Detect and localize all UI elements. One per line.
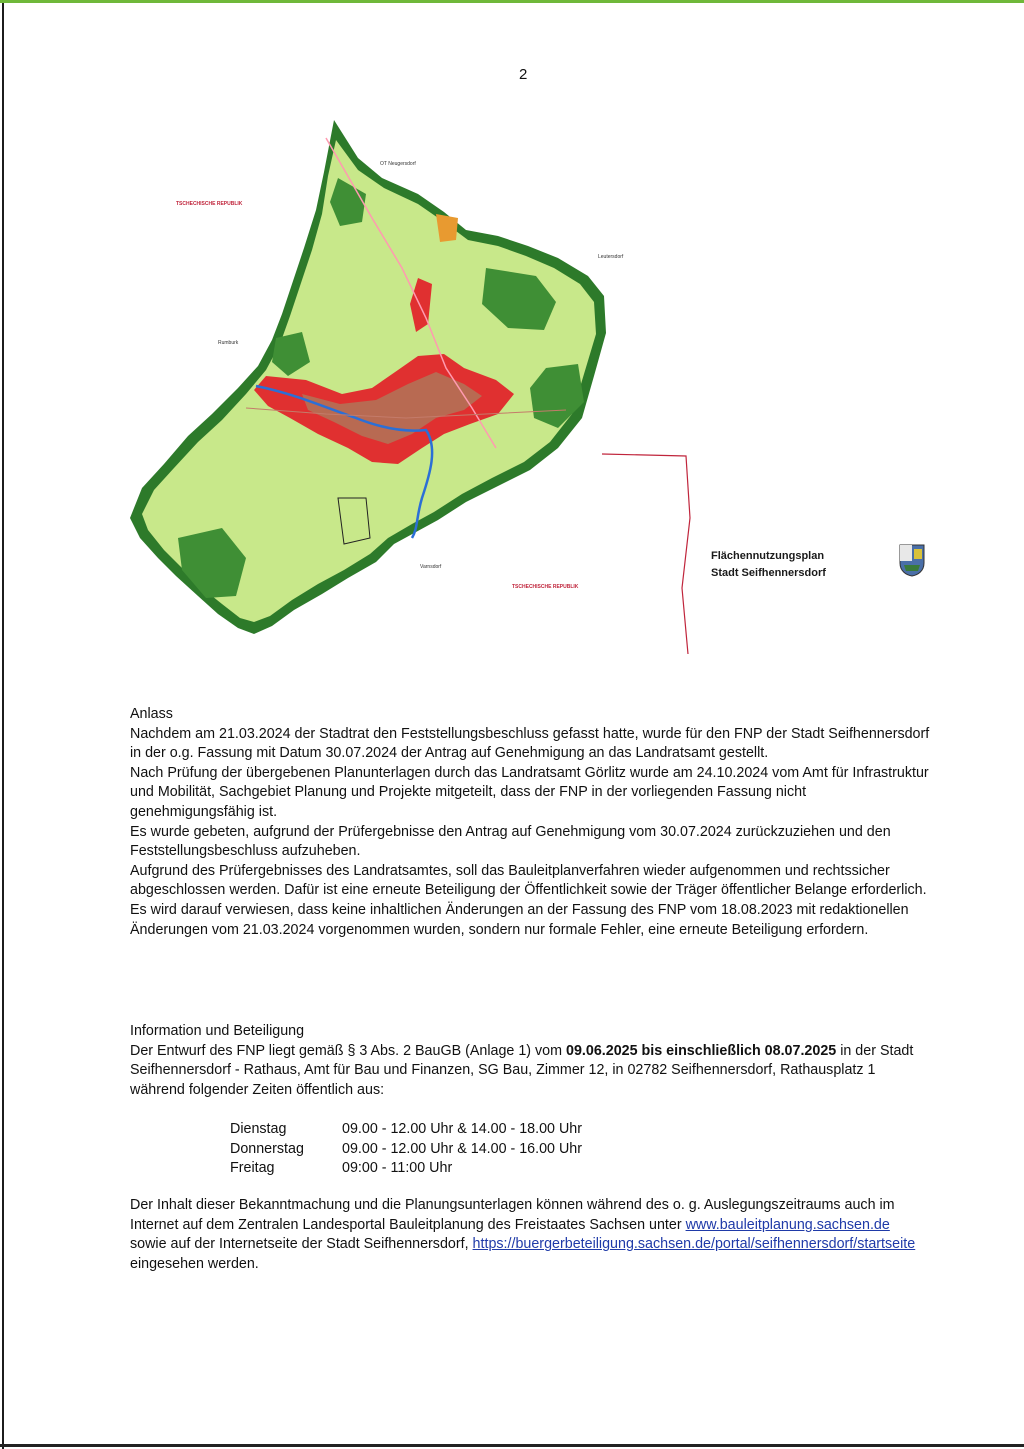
section-anlass: [130, 705, 930, 940]
text-run: sowie auf der Internetseite der Stadt Seifhennersdorf,: [130, 1236, 473, 1253]
label-varnsdorf: Varnsdorf: [420, 564, 442, 570]
text-run: Der Entwurf des FNP liegt gemäß § 3 Abs. 2 BauGB (Anlage 1) vom: [130, 1042, 566, 1059]
section-information: [130, 1022, 930, 1100]
label-czech-republic-bottom: TSCHECHISCHE REPUBLIK: [512, 584, 579, 590]
paragraph: Nach Prüfung der übergebenen Planunterlagen durch das Landratsamt Görlitz wurde am 24.10.2024 vom Amt für Infrastruktur und Mobilität, Sachgebiet Planung und Projekte mitgeteilt, dass der FNP in der vorliegenden Fassung nicht genehmigungsfähig ist.: [130, 764, 929, 820]
scan-edge-bottom: [0, 1444, 1024, 1447]
text-run: in der Stadt Seifhennersdorf - Rathaus, Amt für Bau und Finanzen, SG Bau, Zimmer 12, in 02782 Seifhennersdorf, Rathausplatz 1 während folgender Zeiten öffentlich aus:: [130, 1042, 914, 1098]
paragraph: Es wird darauf verwiesen, dass keine inhaltlichen Änderungen an der Fassung des FNP vom 18.08.2023 mit redaktionellen Änderungen vom 21.03.2024 vorgenommen wurden, sondern nur formale Fehler, eine erneute Beteiligung erfordern.: [130, 901, 909, 938]
hours-row: [230, 1120, 582, 1140]
coat-of-arms-icon: [898, 543, 926, 577]
hours-day: Dienstag: [230, 1121, 287, 1137]
paragraph: Nachdem am 21.03.2024 der Stadtrat den Feststellungsbeschluss gefasst hatte, wurde für den FNP der Stadt Seifhennersdorf in der o.g. Fassung mit Datum 30.07.2024 der Antrag auf Genehmigung an das Landratsamt gestellt.: [130, 725, 930, 762]
paragraph: [130, 1042, 930, 1101]
label-ot-neugersdorf: OT Neugersdorf: [380, 161, 416, 167]
label-czech-republic-top: TSCHECHISCHE REPUBLIK: [176, 201, 243, 207]
map-graphic: [126, 118, 706, 658]
paragraph: Aufgrund des Prüfergebnisses des Landratsamtes, soll das Bauleitplanverfahren wieder aufgenommen und rechtssicher abgeschlossen werden. Dafür ist eine erneute Beteiligung der Öffentlichkeit sowie der Träger öffentlicher Belange erforderlich.: [130, 862, 927, 899]
scan-edge-top: [0, 0, 1024, 3]
hours-row: [230, 1159, 582, 1179]
hours-time: 09.00 - 12.00 Uhr & 14.00 - 18.00 Uhr: [342, 1121, 583, 1137]
date-range: 09.06.2025 bis einschließlich 08.07.2025: [566, 1042, 837, 1059]
map-title: [711, 548, 826, 582]
hours-day: Donnerstag: [230, 1140, 304, 1157]
label-rumburk: Rumburk: [218, 340, 239, 346]
paragraph: [130, 1196, 930, 1274]
opening-hours: [230, 1120, 582, 1179]
text-run: Der Inhalt dieser Bekanntmachung und die Planungsunterlagen können während des o. g. Auslegungszeitraums auch im Internet auf dem Zentralen Landesportal Bauleitplanung des Freistaates Sachsen unter: [130, 1197, 895, 1233]
hours-row: [230, 1140, 582, 1160]
page-number: 2: [519, 66, 528, 83]
text-run: eingesehen werden.: [130, 1255, 259, 1272]
state-border: [602, 454, 690, 654]
hours-day: Freitag: [230, 1160, 275, 1177]
section-heading: Anlass: [130, 706, 173, 722]
label-leutersdorf: Leutersdorf: [598, 254, 624, 260]
map-title-line2: Stadt Seifhennersdorf: [711, 567, 826, 579]
hours-time: 09:00 - 11:00 Uhr: [342, 1160, 453, 1177]
link-buergerbeteiligung[interactable]: https://buergerbeteiligung.sachsen.de/portal/seifhennersdorf/startseite: [472, 1236, 916, 1253]
section-heading: Information und Beteiligung: [130, 1023, 305, 1039]
paragraph: Es wurde gebeten, aufgrund der Prüfergebnisse den Antrag auf Genehmigung vom 30.07.2024 zurückzuziehen und den Feststellungsbeschluss aufzuheben.: [130, 823, 891, 860]
section-online-info: [130, 1196, 930, 1274]
hours-time: 09.00 - 12.00 Uhr & 14.00 - 16.00 Uhr: [342, 1140, 583, 1157]
map-title-line1: Flächennutzungsplan: [711, 550, 825, 562]
land-use-map: [126, 118, 706, 658]
link-bauleitplanung[interactable]: www.bauleitplanung.sachsen.de: [685, 1216, 890, 1233]
scan-edge-left: [2, 3, 4, 1449]
